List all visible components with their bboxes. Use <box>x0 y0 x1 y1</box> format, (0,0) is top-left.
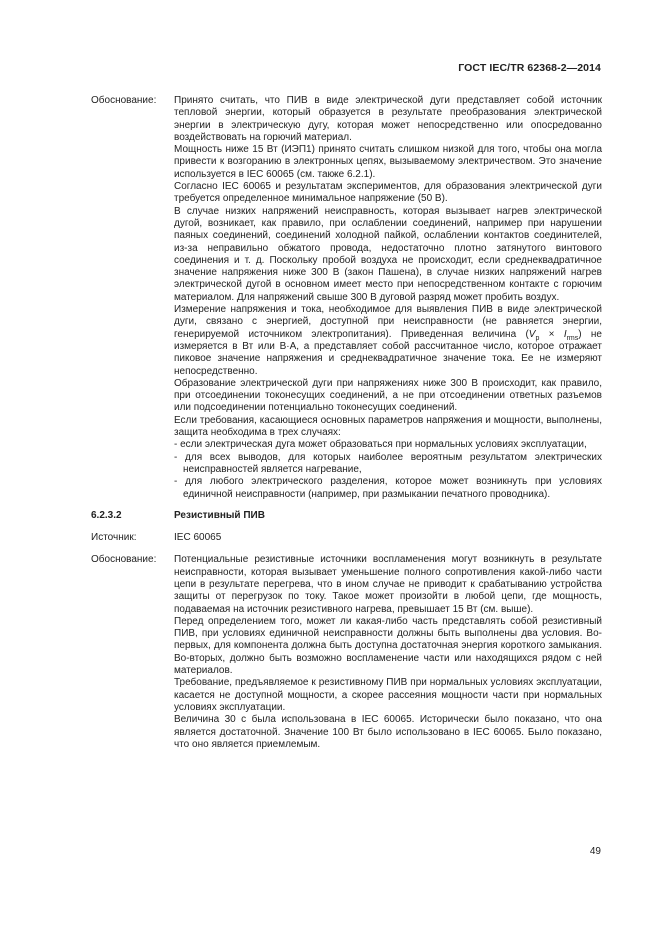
measurement-paragraph <box>174 304 602 378</box>
list-item: - для любого электрического разделения, которое может возникнуть при условиях единичной неисправности (например, при размыкании печатного проводника). <box>174 476 602 500</box>
page-header-standard: ГОСТ IEC/TR 62368-2—2014 <box>458 62 601 74</box>
paragraph: Требование, предъявляемое к резистивному ПИВ при нормальных условиях эксплуатации, касается не доступной мощности, а скорее рассеяния мощности части при нормальных условиях эксплуатации. <box>174 677 602 713</box>
voltage-symbol: V <box>528 328 536 340</box>
list-item: - если электрическая дуга может образоваться при нормальных условиях эксплуатации, <box>174 439 587 451</box>
paragraph: Если требования, касающиеся основных параметров напряжения и мощности, выполнены, защита необходима в трех случаях: <box>174 414 602 439</box>
source-label: Источник: <box>91 532 137 544</box>
rationale-label: Обоснование: <box>91 95 157 106</box>
rationale-block-resistive <box>91 554 602 751</box>
section-number: 6.2.3.2 <box>91 509 122 521</box>
measurement-text-after: ) не измеряется в Вт или В·А, а представляет собой рассчитанное число, которое отражает пиковое значение напряжения и среднеквадратичное значение тока. Ее не измеряют непосредственно. <box>174 328 602 377</box>
paragraph: Принято считать, что ПИВ в виде электрической дуги представляет собой источник тепловой энергии, который образуется в результате преобразования электрической энергии в электрическую дугу, которая может непосредственно или опосредованно воздействовать на горючий материал. <box>174 95 602 143</box>
voltage-subscript: p <box>535 334 540 342</box>
paragraph: Мощность ниже 15 Вт (ИЭП1) принято считать слишком низкой для того, чтобы она могла привести к возгоранию в электронных цепях, вызываемому электричеством. Это значение используется в IEC 60065 (см. также 6.2.1). <box>174 144 602 180</box>
page-number: 49 <box>589 846 601 857</box>
rationale-text <box>174 554 602 751</box>
paragraph: Согласно IEC 60065 и результатам экспериментов, для образования электрической дуги требуется определенное минимальное напряжение (50 В). <box>174 181 602 205</box>
current-symbol: I <box>563 328 567 340</box>
paragraph: Образование электрической дуги при напряжениях ниже 300 В происходит, как правило, при отсоединении токонесущих соединений, а не при отсоединении ответных разъемов или подсоединении потенциально токонесущих соединений. <box>174 377 602 414</box>
rationale-block-arc <box>91 95 602 501</box>
source-value: IEC 60065 <box>174 532 222 544</box>
rationale-text <box>174 95 602 501</box>
rationale-label: Обоснование: <box>91 554 157 566</box>
source-row <box>91 532 602 544</box>
paragraph: Перед определением того, может ли какая-либо часть представлять собой резистивный ПИВ, при условиях единичной неисправности должны быть выполнены два условия. Во-первых, для компонента должна быть доступна достаточная энергия короткого замыкания. Во-вторых, должно быть возможно воспламенение части или находящихся рядом с ней материалов. <box>174 615 602 677</box>
paragraph: В случае низких напряжений неисправность, которая вызывает нагрев электрической дугой, возникает, как правило, при ослаблении соединений, например при нарушении паяных соединений, соединений холодной пайкой, ослаблении контактов соединителей, из-за неправильно обжатого провода, недостаточно плотно затянутого винтового соединения и т. д. Поскольку пробой воздуха не происходит, если среднеквадратичное значение напряжения ниже 300 В (закон Пашена), в случае низких напряжений нагрев электрической дугой в основном имеет место при непосредственном контакте с горючим материалом. Для напряжений свыше 300 В дуговой разряд может пробить воздух. <box>174 205 602 303</box>
section-heading <box>91 510 602 522</box>
times-sign: × <box>539 328 564 340</box>
measurement-text-before: Измерение напряжения и тока, необходимое для выявления ПИВ в виде электрической дуги, связано с энергией, доступной при неисправности (не равняется энергии, генерируемой источником электропитания). Приведенная величина ( <box>174 304 602 340</box>
section-title: Резистивный ПИВ <box>174 509 265 521</box>
paragraph: Величина 30 с была использована в IEC 60065. Исторически было показано, что она является достаточной. Значение 100 Вт было использовано в IEC 60065. Было показано, что оно является приемлемым. <box>174 714 602 750</box>
list-item: - для всех выводов, для которых наиболее вероятным результатом электрических неисправностей является нагревание, <box>174 451 602 475</box>
current-subscript: rms <box>566 334 579 342</box>
paragraph: Потенциальные резистивные источники воспламенения могут возникнуть в результате неисправности, которая вызывает уменьшение полного сопротивления какой-либо части цепи в результате перегрева, что в ином случае не приводит к срабатыванию устройства защиты от перегрузок по току. Такое может произойти в любой цепи, где мощность, подаваемая на источник резистивного нагрева, превышает 15 Вт (см. выше). <box>174 554 602 615</box>
document-body <box>91 95 602 751</box>
